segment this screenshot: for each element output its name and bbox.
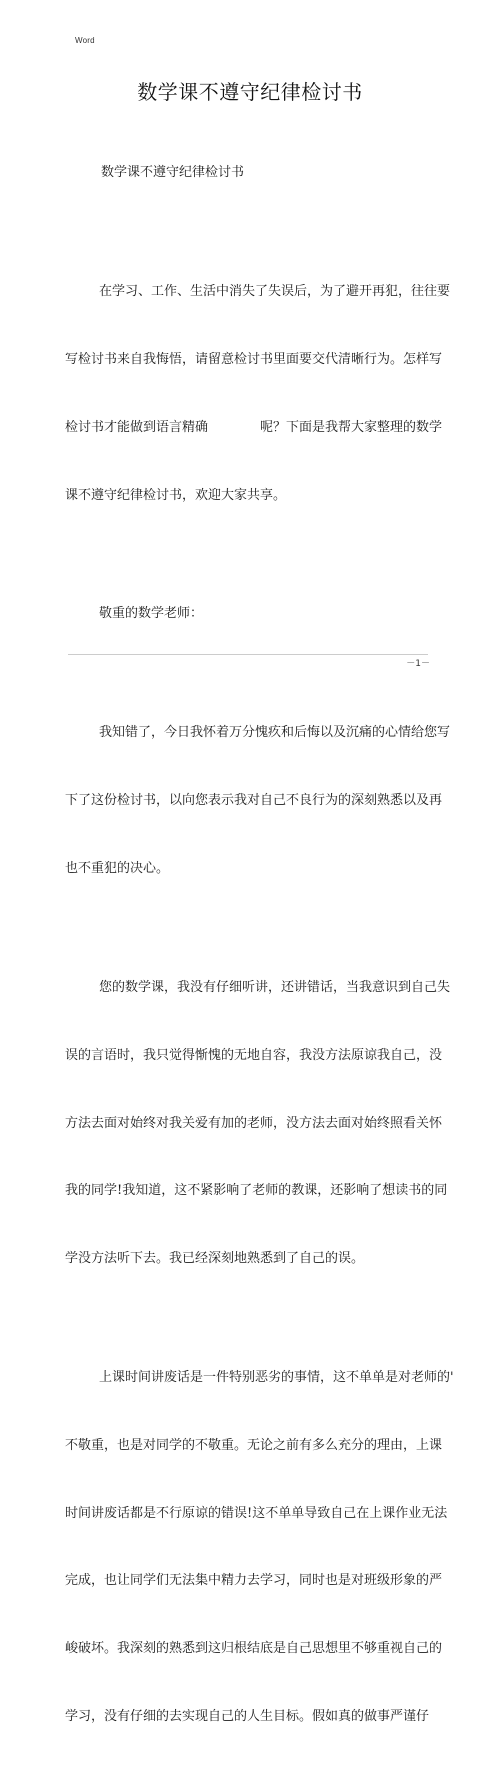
text-line: 上课时间讲废话是一件特别恶劣的事情，这不单单是对老师的' [99, 1370, 454, 1386]
text-line: 我的同学!我知道，这不紧影响了老师的教课，还影响了想读书的同 [65, 1183, 448, 1199]
text-line: 敬重的数学老师： [99, 606, 204, 622]
text-line: 在学习、工作、生活中消失了失误后，为了避开再犯，往往要 [99, 284, 451, 300]
footer-divider [68, 654, 428, 655]
text-line: 也不重犯的决心。 [65, 861, 170, 876]
text-line: 误的言语时，我只觉得惭愧的无地自容，我没方法原谅我自己，没 [65, 1047, 443, 1063]
document-title: 数学课不遵守纪律检讨书 [137, 80, 363, 104]
paragraph-consequence [65, 1322, 454, 1774]
text-line: 课不遵守纪律检讨书，欢迎大家共享。 [65, 487, 287, 503]
page-number: －1－ [406, 659, 430, 669]
paragraph-intro [65, 236, 451, 552]
text-line: 学没方法听下去。我已经深刻地熟悉到了自己的误。 [65, 1251, 365, 1267]
paragraph-subtitle [101, 117, 426, 230]
text-line: 数学课不遵守纪律检讨书 [101, 165, 245, 181]
text-line: 学习，没有仔细的去实现自己的人生目标。假如真的做事严谨仔 [65, 1708, 430, 1724]
text-line: 写检讨书来自我悔悟，请留意检讨书里面要交代清晰行为。怎样写 [65, 351, 443, 367]
header-label: Word [75, 36, 95, 45]
text-line: 您的数学课，我没有仔细听讲，还讲错话，当我意识到自己失 [99, 979, 451, 995]
text-line: 时间讲废话都是不行原谅的错误!这不单单导致自己在上课作业无法 [65, 1505, 448, 1521]
document-body [65, 117, 454, 1780]
text-line: 我知错了，今日我怀着万分愧疚和后悔以及沉痛的心情给您写 [99, 725, 451, 741]
text-line: 方法去面对始终对我关爱有加的老师，没方法去面对始终照看关怀 [65, 1115, 443, 1131]
text-line: 峻破坏。我深刻的熟悉到这归根结底是自己思想里不够重视自己的 [65, 1641, 443, 1657]
text-line: 下了这份检讨书，以向您表示我对自己不良行为的深刻熟悉以及再 [65, 793, 443, 809]
paragraph-apology [65, 677, 451, 926]
paragraph-reflection [65, 932, 451, 1316]
text-line: 检讨书才能做到语言精确 呢？下面是我帮大家整理的数学 [65, 419, 443, 435]
text-line: 完成，也让同学们无法集中精力去学习，同时也是对班级形象的严 [65, 1573, 443, 1589]
text-line: 不敬重，也是对同学的不敬重。无论之前有多么充分的理由，上课 [65, 1437, 443, 1453]
